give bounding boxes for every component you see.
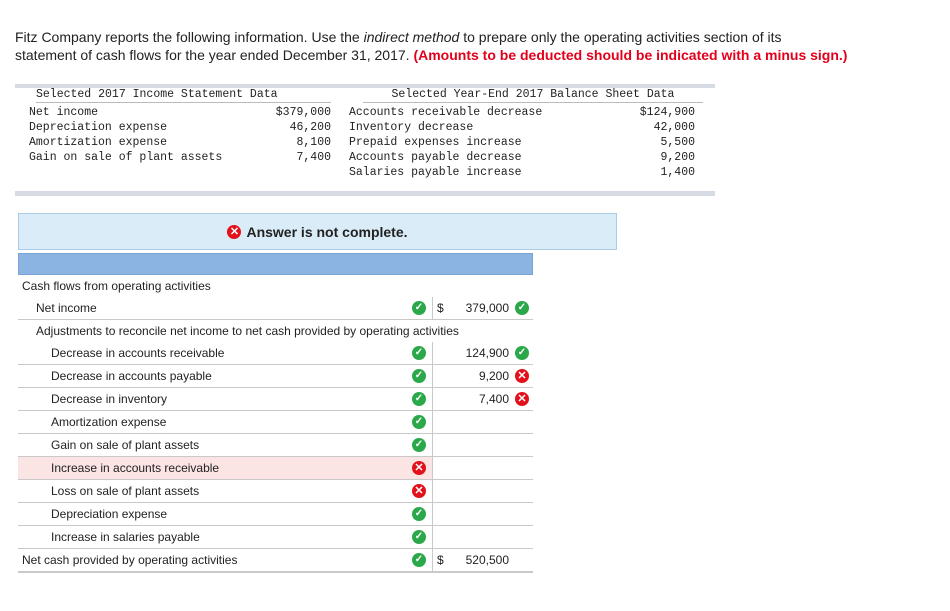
adjustments-title-row: Adjustments to reconcile net income to net cash provided by operating activities xyxy=(36,324,459,338)
adjustment-label-select[interactable]: Decrease in inventory xyxy=(51,392,168,406)
answer-table xyxy=(18,253,533,573)
income-label: Depreciation expense xyxy=(29,121,168,134)
adjustment-label-select[interactable]: Depreciation expense xyxy=(51,507,168,521)
table-row xyxy=(18,526,533,549)
balance-value: $124,900 xyxy=(639,106,695,119)
balance-label: Prepaid expenses increase xyxy=(349,136,522,149)
table-row xyxy=(18,480,533,503)
correct-check-icon: ✓ xyxy=(412,392,426,406)
adjustment-amount-input[interactable]: 124,900 ✓ xyxy=(432,342,533,364)
adjustment-label-select[interactable]: Decrease in accounts receivable xyxy=(51,346,225,360)
incorrect-icon: ✕ xyxy=(515,392,529,406)
balance-label: Accounts receivable decrease xyxy=(349,106,543,119)
net-income-input[interactable]: $ 379,000 ✓ xyxy=(432,297,533,319)
table-row xyxy=(18,365,533,388)
net-income-row xyxy=(18,297,533,320)
adjustment-amount-input[interactable] xyxy=(432,503,533,525)
net-income-label[interactable]: Net income xyxy=(36,301,97,315)
correct-check-icon: ✓ xyxy=(412,369,426,383)
income-value: 7,400 xyxy=(296,151,331,164)
adjustment-amount-input[interactable] xyxy=(432,526,533,548)
income-value: 8,100 xyxy=(296,136,331,149)
correct-check-icon: ✓ xyxy=(412,415,426,429)
correct-check-icon: ✓ xyxy=(515,301,529,315)
table-row xyxy=(18,457,533,480)
adjustment-amount-input[interactable] xyxy=(432,434,533,456)
correct-check-icon: ✓ xyxy=(412,346,426,360)
total-row xyxy=(18,549,533,573)
adjustment-label-select[interactable]: Increase in accounts receivable xyxy=(51,461,220,475)
incorrect-icon: ✕ xyxy=(412,461,426,475)
balance-data-header: Selected Year-End 2017 Balance Sheet Data xyxy=(363,88,703,103)
adjustment-amount-input[interactable]: 7,400 ✕ xyxy=(432,388,533,410)
correct-check-icon: ✓ xyxy=(412,530,426,544)
balance-value: 5,500 xyxy=(660,136,695,149)
table-header-bar xyxy=(18,253,533,275)
total-label[interactable]: Net cash provided by operating activities xyxy=(22,553,238,567)
balance-label: Inventory decrease xyxy=(349,121,474,134)
correct-check-icon: ✓ xyxy=(412,553,426,567)
adjustment-label-select[interactable]: Loss on sale of plant assets xyxy=(51,484,200,498)
balance-value: 42,000 xyxy=(653,121,695,134)
correct-check-icon: ✓ xyxy=(412,507,426,521)
balance-label: Accounts payable decrease xyxy=(349,151,522,164)
table-row xyxy=(18,342,533,365)
question-instructions: Fitz Company reports the following information. Use the indirect method to prepare only the operating activities section of its statement of cash flows for the year ended December 31, 2017. (Amounts to be deducted should be indicated with a minus sign.) xyxy=(15,29,848,63)
adjustment-amount-input[interactable] xyxy=(432,480,533,502)
table-row xyxy=(18,388,533,411)
given-data-box xyxy=(15,84,715,196)
income-label: Amortization expense xyxy=(29,136,168,149)
table-row xyxy=(18,411,533,434)
correct-check-icon: ✓ xyxy=(412,301,426,315)
balance-value: 9,200 xyxy=(660,151,695,164)
incorrect-icon: ✕ xyxy=(515,369,529,383)
adjustment-amount-input[interactable]: 9,200 ✕ xyxy=(432,365,533,387)
correct-check-icon: ✓ xyxy=(412,438,426,452)
adjustment-label-select[interactable]: Gain on sale of plant assets xyxy=(51,438,200,452)
income-label: Gain on sale of plant assets xyxy=(29,151,223,164)
balance-label: Salaries payable increase xyxy=(349,166,522,179)
correct-check-icon: ✓ xyxy=(515,346,529,360)
income-value: $379,000 xyxy=(275,106,331,119)
total-amount-input[interactable]: $ 520,500 xyxy=(432,549,533,571)
table-row xyxy=(18,434,533,457)
section-title-row: Cash flows from operating activities xyxy=(22,279,211,293)
income-value: 46,200 xyxy=(289,121,331,134)
table-row xyxy=(18,503,533,526)
balance-value: 1,400 xyxy=(660,166,695,179)
answer-status-text: Answer is not complete. xyxy=(246,223,408,240)
income-data-header: Selected 2017 Income Statement Data xyxy=(36,88,331,103)
incorrect-icon: ✕ xyxy=(227,225,241,239)
answer-status-banner xyxy=(18,213,617,250)
incorrect-icon: ✕ xyxy=(412,484,426,498)
adjustment-label-select[interactable]: Increase in salaries payable xyxy=(51,530,200,544)
adjustment-label-select[interactable]: Amortization expense xyxy=(51,415,167,429)
adjustment-amount-input[interactable] xyxy=(432,457,533,479)
adjustment-label-select[interactable]: Decrease in accounts payable xyxy=(51,369,212,383)
income-label: Net income xyxy=(29,106,99,119)
adjustment-amount-input[interactable] xyxy=(432,411,533,433)
